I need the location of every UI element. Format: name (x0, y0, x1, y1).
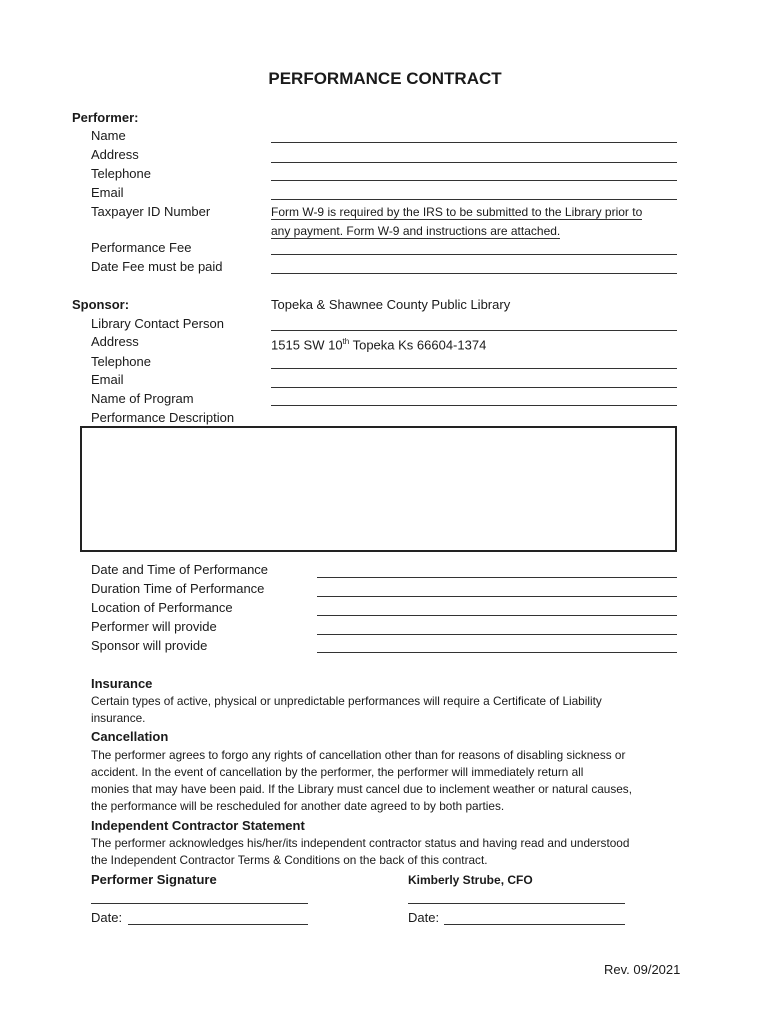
location-field[interactable] (317, 615, 677, 616)
sponsor-address-street: 1515 SW 10 (271, 337, 343, 353)
duration-field[interactable] (317, 596, 677, 597)
fee-date-label: Date Fee must be paid (91, 259, 223, 274)
sponsor-address-ordinal: th (342, 337, 350, 346)
performer-provide-label: Performer will provide (91, 619, 217, 634)
cancellation-text (91, 747, 691, 815)
date-time-label: Date and Time of Performance (91, 562, 269, 577)
cancellation-line: the performance will be rescheduled for another date agreed to by both parties. (91, 799, 505, 813)
w9-notice-line2: any payment. Form W-9 and instructions are attached. (271, 224, 561, 238)
insurance-heading: Insurance (91, 676, 153, 691)
sponsor-name-value: Topeka & Shawnee County Public Library (271, 297, 511, 312)
sponsor-address-value (271, 334, 486, 353)
date-time-field[interactable] (317, 577, 677, 578)
performance-description-label: Performance Description (91, 410, 235, 425)
performer-heading: Performer: (72, 110, 139, 125)
performance-fee-field[interactable] (271, 254, 677, 255)
contractor-heading: Independent Contractor Statement (91, 818, 305, 833)
insurance-line: insurance. (91, 711, 146, 725)
cfo-label: Kimberly Strube, CFO (408, 873, 533, 887)
contractor-line: the Independent Contractor Terms & Conditions on the back of this contract. (91, 853, 488, 867)
sponsor-provide-label: Sponsor will provide (91, 638, 208, 653)
performer-address-field[interactable] (271, 162, 677, 163)
insurance-text (91, 693, 691, 727)
performer-date-field[interactable] (128, 924, 308, 925)
sponsor-address-city: Topeka Ks 66604-1374 (349, 337, 487, 353)
revision-label: Rev. 09/2021 (604, 962, 681, 977)
performer-taxpayer-label: Taxpayer ID Number (91, 204, 211, 219)
sponsor-address-label: Address (91, 334, 139, 349)
cancellation-line: monies that may have been paid. If the Library must cancel due to inclement weather or natural causes, (91, 782, 632, 796)
performer-email-field[interactable] (271, 199, 677, 200)
performer-telephone-label: Telephone (91, 166, 151, 181)
library-contact-label: Library Contact Person (91, 316, 224, 331)
cancellation-line: The performer agrees to forgo any rights of cancellation other than for reasons of disabling sickness or (91, 748, 626, 762)
w9-notice (271, 203, 681, 241)
insurance-line: Certain types of active, physical or unpredictable performances will require a Certificate of Liability (91, 694, 602, 708)
cancellation-line: accident. In the event of cancellation by the performer, the performer will immediately return all (91, 765, 584, 779)
location-label: Location of Performance (91, 600, 233, 615)
performer-date-label: Date: (91, 910, 123, 925)
sponsor-telephone-field[interactable] (271, 368, 677, 369)
performance-fee-label: Performance Fee (91, 240, 192, 255)
cfo-signature-field[interactable] (408, 903, 625, 904)
sponsor-heading: Sponsor: (72, 297, 130, 312)
w9-notice-line1: Form W-9 is required by the IRS to be submitted to the Library prior to (271, 205, 643, 219)
performer-address-label: Address (91, 147, 139, 162)
performer-provide-field[interactable] (317, 634, 677, 635)
contractor-text (91, 835, 691, 869)
performer-signature-label: Performer Signature (91, 872, 217, 887)
contractor-line: The performer acknowledges his/her/its independent contractor status and having read and understood (91, 836, 630, 850)
page-title: PERFORMANCE CONTRACT (268, 69, 502, 88)
program-name-label: Name of Program (91, 391, 194, 406)
performer-name-label: Name (91, 128, 126, 143)
sponsor-telephone-label: Telephone (91, 354, 151, 369)
performer-signature-field[interactable] (91, 903, 308, 904)
fee-date-field[interactable] (271, 273, 677, 274)
performer-name-field[interactable] (271, 142, 677, 143)
program-name-field[interactable] (271, 405, 677, 406)
sponsor-provide-field[interactable] (317, 652, 677, 653)
cancellation-heading: Cancellation (91, 729, 169, 744)
cfo-date-label: Date: (408, 910, 440, 925)
performance-description-box[interactable] (80, 426, 677, 552)
performer-telephone-field[interactable] (271, 180, 677, 181)
cfo-date-field[interactable] (444, 924, 625, 925)
duration-label: Duration Time of Performance (91, 581, 265, 596)
library-contact-field[interactable] (271, 330, 677, 331)
sponsor-email-field[interactable] (271, 387, 677, 388)
sponsor-email-label: Email (91, 372, 124, 387)
performer-email-label: Email (91, 185, 124, 200)
